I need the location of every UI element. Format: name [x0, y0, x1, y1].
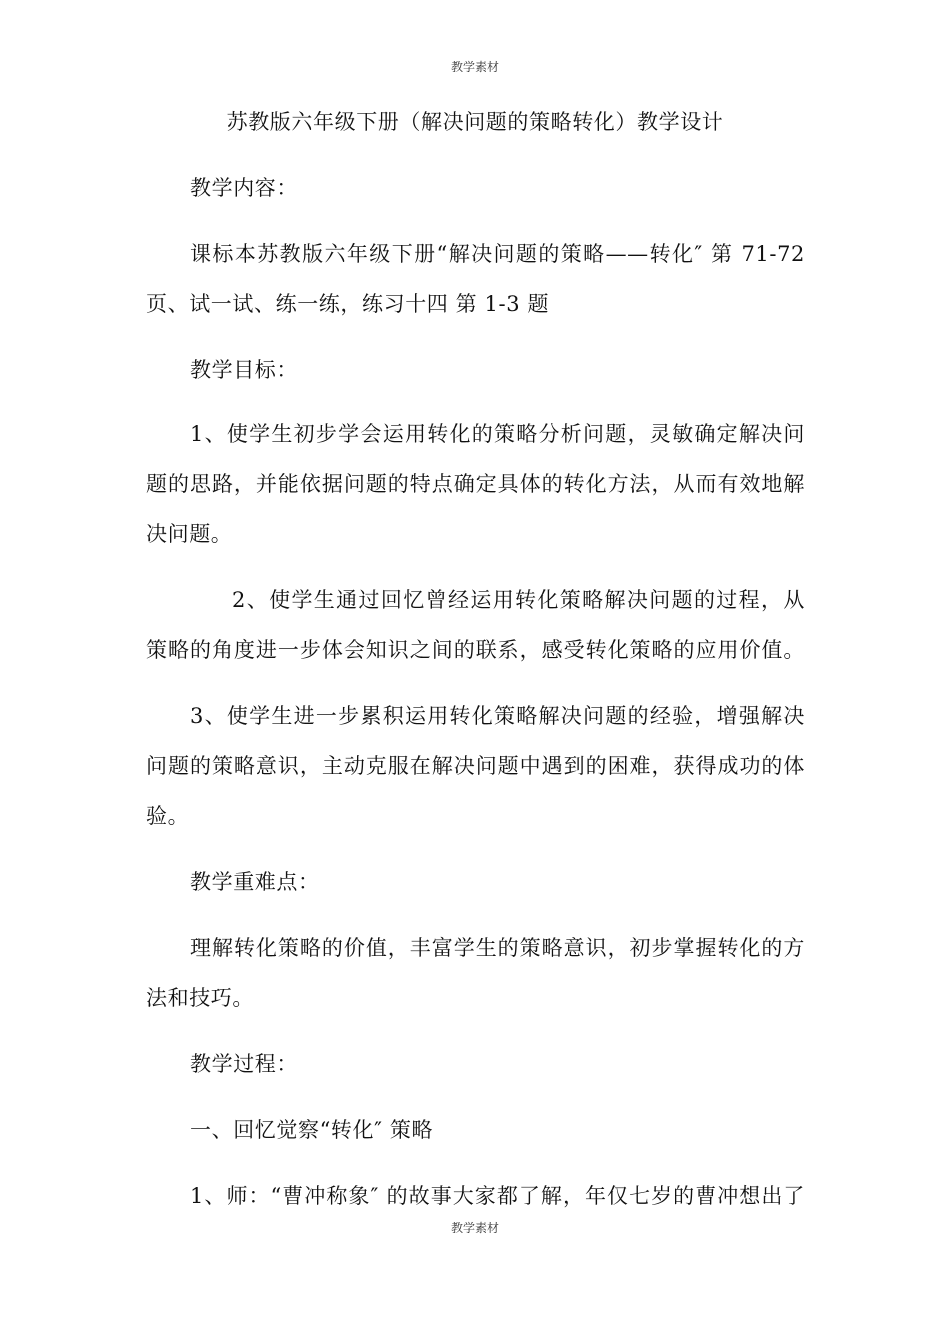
paragraph-line: 1、使学生初步学会运用转化的策略分析问题，灵敏确定解决问 [190, 422, 805, 446]
paragraph-line: 3、使学生进一步累积运用转化策略解决问题的经验，增强解决 [190, 704, 805, 728]
section-heading-key-points: 教学重难点： [190, 870, 320, 894]
document-title: 苏教版六年级下册（解决问题的策略转化）教学设计 [226, 110, 724, 134]
page-header: 教学素材 [450, 60, 499, 74]
subsection-heading: 一、回忆觉察“转化″ 策略 [190, 1118, 434, 1142]
paragraph-line: 决问题。 [146, 522, 233, 546]
paragraph-line: 法和技巧。 [146, 986, 254, 1010]
paragraph-line: 理解转化策略的价值，丰富学生的策略意识，初步掌握转化的方 [190, 936, 805, 960]
paragraph-line: 页、试一试、练一练，练习十四 第 1-3 题 [146, 292, 550, 316]
paragraph-line: 策略的角度进一步体会知识之间的联系，感受转化策略的应用价值。 [146, 638, 805, 662]
paragraph-line: 1、师：“曹冲称象″ 的故事大家都了解，年仅七岁的曹冲想出了 [190, 1184, 805, 1208]
paragraph-line: 题的思路，并能依据问题的特点确定具体的转化方法，从而有效地解 [146, 472, 805, 496]
paragraph-line: 课标本苏教版六年级下册“解决问题的策略——转化″ 第 71-72 [190, 242, 805, 266]
section-heading-goals: 教学目标： [190, 358, 298, 382]
page-footer: 教学素材 [450, 1221, 499, 1235]
paragraph-line: 2、使学生通过回忆曾经运用转化策略解决问题的过程，从 [232, 588, 805, 612]
paragraph-line: 验。 [146, 804, 190, 828]
section-heading-process: 教学过程： [190, 1052, 298, 1076]
section-heading-content: 教学内容： [190, 176, 298, 200]
paragraph-line: 问题的策略意识，主动克服在解决问题中遇到的困难，获得成功的体 [146, 754, 805, 778]
